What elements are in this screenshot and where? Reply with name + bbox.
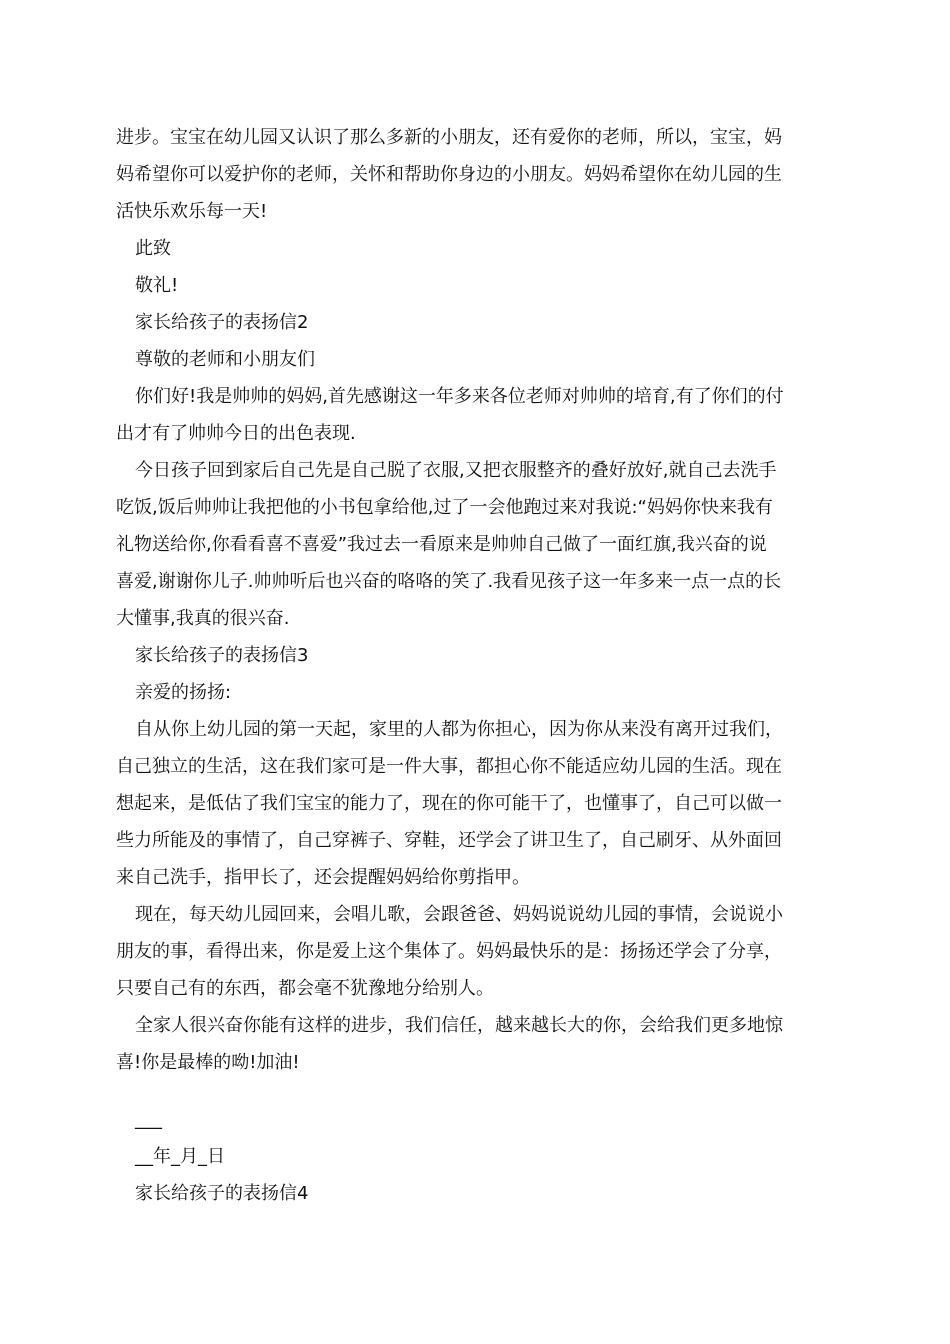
paragraph-line: 只要自己有的东西，都会毫不犹豫地分给别人。	[116, 978, 494, 999]
paragraph-line: 自从你上幼儿园的第一天起，家里的人都为你担心，因为你从来没有离开过我们，	[135, 719, 783, 740]
paragraph-line: 礼物送给你,你看看喜不喜爱”我过去一看原来是帅帅自己做了一面红旗,我兴奋的说	[116, 534, 767, 555]
letter-greeting: 亲爱的扬扬:	[135, 682, 232, 703]
date-line: __年_月_日	[135, 1146, 225, 1167]
closing-salutation: 此致	[135, 238, 171, 259]
paragraph-line: 出才有了帅帅今日的出色表现.	[116, 423, 356, 444]
paragraph-line: 喜爱,谢谢你儿子.帅帅听后也兴奋的咯咯的笑了.我看见孩子这一年多来一点一点的长	[116, 571, 782, 592]
document-page	[116, 119, 838, 1212]
paragraph-line: 活快乐欢乐每一天!	[116, 201, 268, 222]
paragraph-line: 全家人很兴奋你能有这样的进步，我们信任，越来越长大的你，会给我们更多地惊	[135, 1015, 783, 1036]
paragraph-line: 今日孩子回到家后自己先是自己脱了衣服,又把衣服整齐的叠好放好,就自己去洗手	[135, 460, 777, 481]
paragraph-line: 你们好!我是帅帅的妈妈,首先感谢这一年多来各位老师对帅帅的培育,有了你们的付	[135, 386, 784, 407]
paragraph-line: 些力所能及的事情了，自己穿裤子、穿鞋，还学会了讲卫生了，自己刷牙、从外面回	[116, 830, 782, 851]
paragraph-line: 大懂事,我真的很兴奋.	[116, 608, 290, 629]
section-heading: 家长给孩子的表扬信4	[135, 1183, 309, 1204]
paragraph-line: 吃饭,饭后帅帅让我把他的小书包拿给他,过了一会他跑过来对我说:“妈妈你快来我有	[116, 497, 773, 518]
paragraph-line: 自己独立的生活，这在我们家可是一件大事，都担心你不能适应幼儿园的生活。现在	[116, 756, 782, 777]
paragraph-line: 进步。宝宝在幼儿园又认识了那么多新的小朋友，还有爱你的老师，所以，宝宝，妈	[116, 127, 782, 148]
paragraph-line: 妈希望你可以爱护你的老师，关怀和帮助你身边的小朋友。妈妈希望你在幼儿园的生	[116, 164, 782, 185]
closing-regards: 敬礼!	[135, 275, 179, 296]
blank-space	[116, 1081, 838, 1101]
paragraph-line: 喜!你是最棒的呦!加油!	[116, 1052, 300, 1073]
paragraph-line: 想起来，是低估了我们宝宝的能力了，现在的你可能干了，也懂事了，自己可以做一	[116, 793, 782, 814]
paragraph-line: 现在，每天幼儿园回来，会唱儿歌，会跟爸爸、妈妈说说幼儿园的事情，会说说小	[135, 904, 783, 925]
paragraph-line: 朋友的事，看得出来，你是爱上这个集体了。妈妈最快乐的是：扬扬还学会了分享，	[116, 941, 782, 962]
section-heading: 家长给孩子的表扬信2	[135, 312, 309, 333]
paragraph-line: 来自己洗手，指甲长了，还会提醒妈妈给你剪指甲。	[116, 867, 530, 888]
letter-greeting: 尊敬的老师和小朋友们	[135, 349, 315, 370]
signature-line: ___	[135, 1109, 162, 1130]
section-heading: 家长给孩子的表扬信3	[135, 645, 309, 666]
